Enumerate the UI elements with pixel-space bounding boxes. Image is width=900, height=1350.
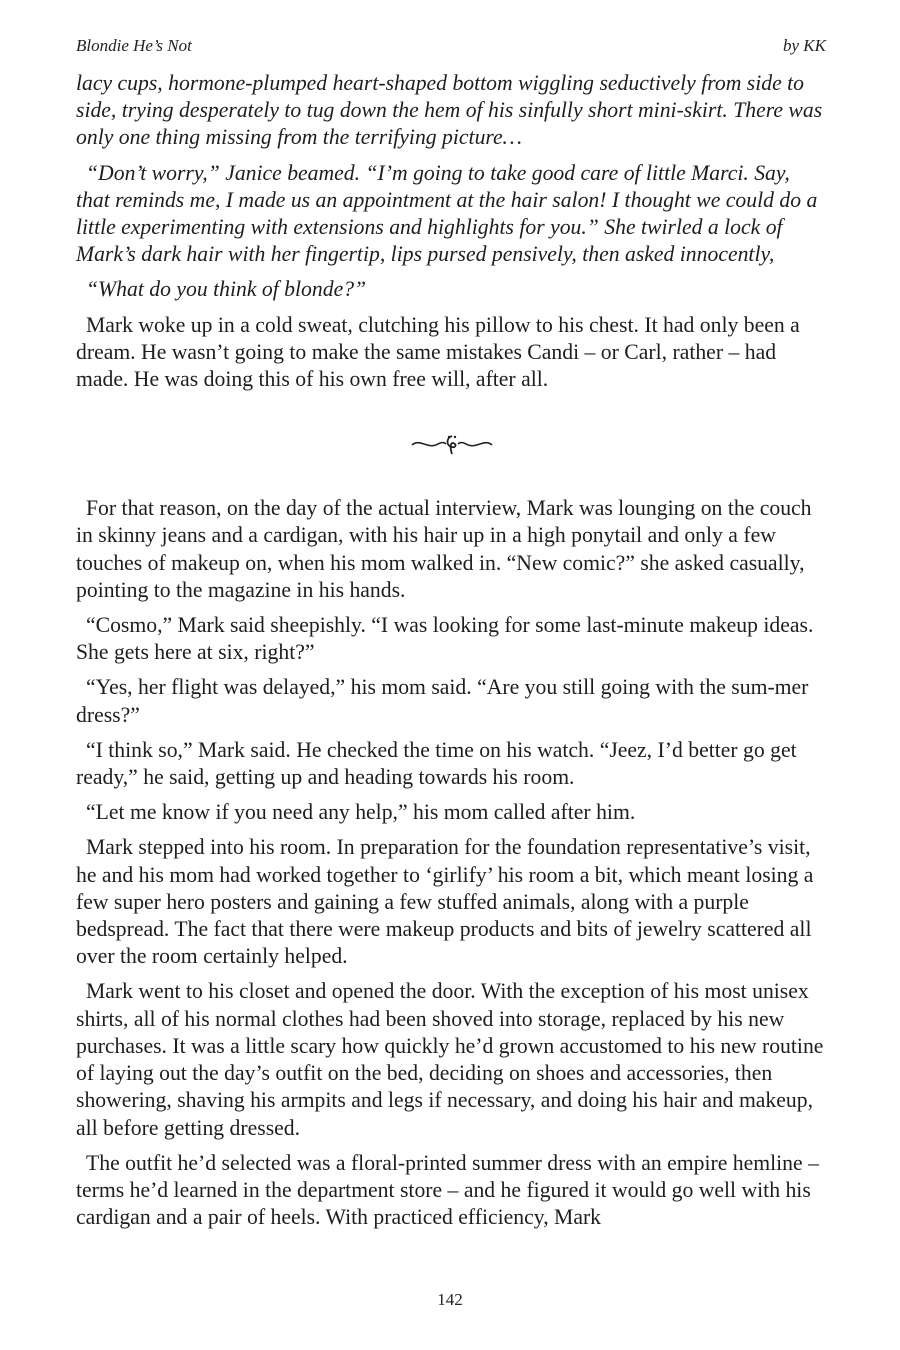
body-text: [76, 70, 828, 1239]
header-title: Blondie He’s Not: [76, 36, 192, 55]
paragraph: “Don’t worry,” Janice beamed. “I’m going to take good care of little Marci. Say, that reminds me, I made us an appointment at the hair salon! I thought we could do a little experimenting with extensions and highlights for you.” She twirled a lock of Mark’s dark hair with her fingertip, lips pursed pensively, then asked innocently,: [76, 160, 818, 267]
paragraph: “Yes, her flight was delayed,” his mom said. “Are you still going with the sum-mer dress?”: [76, 675, 809, 727]
paragraph: Mark woke up in a cold sweat, clutching his pillow to his chest. It had only been a dream. He wasn’t going to make the same mistakes Candi – or Carl, rather – had made. He was doing this of his own free will, after all.: [76, 312, 800, 392]
paragraph: The outfit he’d selected was a floral-printed summer dress with an empire hemline – terms he’d learned in the department store – and he figured it would go well with his cardigan and a pair of heels. With practiced efficiency, Mark: [76, 1150, 819, 1230]
section-break: [76, 393, 828, 495]
paragraph: “I think so,” Mark said. He checked the time on his watch. “Jeez, I’d better go get ready,” he said, getting up and heading towards his room.: [76, 737, 797, 790]
section-break-ornament-icon: [410, 432, 494, 456]
paragraph: Mark stepped into his room. In preparation for the foundation representative’s visit, he and his mom had worked together to ‘girlify’ his room a bit, which meant losing a few super hero posters and gaining a few stuffed animals, along with a purple bedspread. The fact that there were makeup products and bits of jewelry scattered all over the room certainly helped.: [76, 835, 814, 969]
header-author: by KK: [783, 36, 826, 55]
paragraph: “What do you think of blonde?”: [86, 277, 367, 302]
paragraph: lacy cups, hormone-plumped heart-shaped bottom wiggling seductively from side to side, trying desperately to tug down the hem of his sinfully short mini-skirt. There was only one thing missing from the terrifying picture…: [76, 71, 823, 150]
paragraph: For that reason, on the day of the actual interview, Mark was lounging on the couch in skinny jeans and a cardigan, with his hair up in a high ponytail and only a few touches of makeup on, when his mom walked in. “New comic?” she asked casually, pointing to the magazine in his hands.: [76, 496, 812, 602]
running-header: [76, 36, 826, 56]
paragraph: Mark went to his closet and opened the door. With the exception of his most unisex shirts, all of his normal clothes had been shoved into storage, replaced by his new purchases. It was a little scary how quickly he’d grown accustomed to his new routine of laying out the day’s outfit on the bed, deciding on shoes and accessories, then showering, shaving his armpits and legs if necessary, and doing his hair and makeup, all before getting dressed.: [76, 979, 824, 1140]
paragraph: “Let me know if you need any help,” his mom called after him.: [86, 800, 636, 825]
page-number: 142: [437, 1290, 463, 1309]
paragraph: “Cosmo,” Mark said sheepishly. “I was looking for some last-minute makeup ideas. She gets here at six, right?”: [76, 613, 814, 665]
